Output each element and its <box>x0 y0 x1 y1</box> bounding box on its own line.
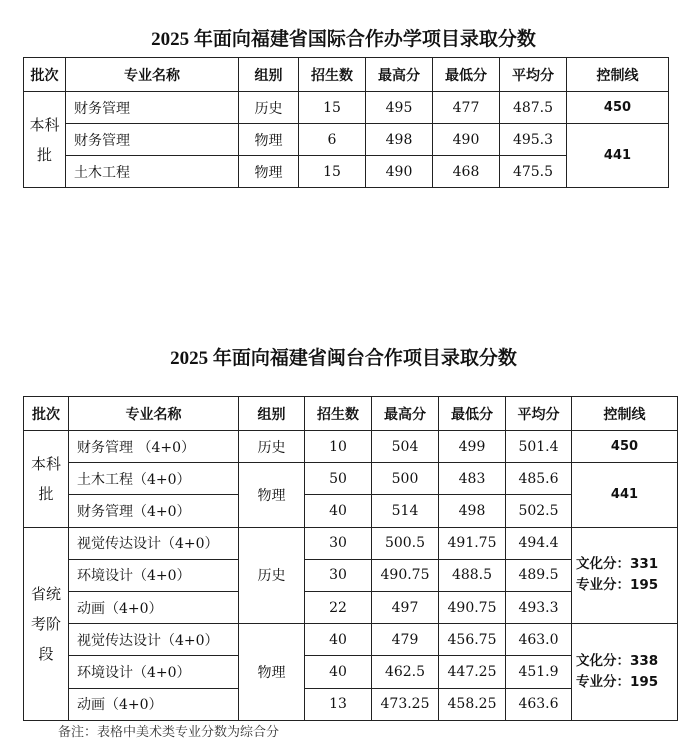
major-cell: 视觉传达设计（4+0） <box>69 527 239 559</box>
count-cell: 15 <box>299 92 366 124</box>
batch-cell: 本科批 <box>24 92 66 188</box>
group-cell: 物理 <box>239 156 299 188</box>
header-batch: 批次 <box>24 397 69 431</box>
max-cell: 490 <box>366 156 433 188</box>
culture-score: 文化分：331 <box>576 556 659 573</box>
avg-cell: 463.0 <box>506 624 572 656</box>
max-cell: 497 <box>372 591 439 623</box>
table-row <box>24 527 678 559</box>
group-cell: 物理 <box>239 463 305 527</box>
max-cell: 498 <box>366 124 433 156</box>
max-cell: 500.5 <box>372 527 439 559</box>
control-cell: 450 <box>567 92 669 124</box>
count-cell: 13 <box>305 688 372 720</box>
major-cell: 财务管理 <box>66 92 239 124</box>
footnote: 备注：表格中美术类专业分数为综合分 <box>58 725 280 740</box>
avg-cell: 475.5 <box>500 156 567 188</box>
table-row <box>24 124 669 156</box>
count-cell: 10 <box>305 431 372 463</box>
min-cell: 499 <box>439 431 506 463</box>
header-min: 最低分 <box>433 58 500 92</box>
header-control: 控制线 <box>567 58 669 92</box>
min-cell: 447.25 <box>439 656 506 688</box>
count-cell: 40 <box>305 624 372 656</box>
major-cell: 财务管理（4+0） <box>69 495 239 527</box>
avg-cell: 487.5 <box>500 92 567 124</box>
max-cell: 504 <box>372 431 439 463</box>
table-row <box>24 624 678 656</box>
control-cell: 450 <box>572 431 678 463</box>
international-admission-table <box>23 57 669 188</box>
max-cell: 473.25 <box>372 688 439 720</box>
min-cell: 483 <box>439 463 506 495</box>
header-major: 专业名称 <box>66 58 239 92</box>
count-cell: 40 <box>305 495 372 527</box>
table2-title: 2025 年面向福建省闽台合作项目录取分数 <box>170 348 517 369</box>
major-cell: 土木工程（4+0） <box>69 463 239 495</box>
max-cell: 462.5 <box>372 656 439 688</box>
header-count: 招生数 <box>305 397 372 431</box>
header-max: 最高分 <box>372 397 439 431</box>
min-cell: 456.75 <box>439 624 506 656</box>
group-cell: 历史 <box>239 431 305 463</box>
group-cell: 物理 <box>239 124 299 156</box>
table-row <box>24 431 678 463</box>
avg-cell: 501.4 <box>506 431 572 463</box>
count-cell: 50 <box>305 463 372 495</box>
major-cell: 财务管理 <box>66 124 239 156</box>
min-cell: 498 <box>439 495 506 527</box>
max-cell: 495 <box>366 92 433 124</box>
max-cell: 479 <box>372 624 439 656</box>
header-avg: 平均分 <box>506 397 572 431</box>
table-row <box>24 92 669 124</box>
major-cell: 动画（4+0） <box>69 591 239 623</box>
min-cell: 491.75 <box>439 527 506 559</box>
control-cell: 441 <box>572 463 678 527</box>
batch-cell: 省统考阶段 <box>24 527 69 720</box>
max-cell: 490.75 <box>372 559 439 591</box>
header-count: 招生数 <box>299 58 366 92</box>
major-cell: 动画（4+0） <box>69 688 239 720</box>
art-control-cell <box>572 624 678 721</box>
avg-cell: 489.5 <box>506 559 572 591</box>
group-cell: 历史 <box>239 527 305 624</box>
count-cell: 6 <box>299 124 366 156</box>
major-cell: 视觉传达设计（4+0） <box>69 624 239 656</box>
avg-cell: 485.6 <box>506 463 572 495</box>
major-score: 专业分：195 <box>576 673 659 690</box>
header-batch: 批次 <box>24 58 66 92</box>
group-cell: 物理 <box>239 624 305 721</box>
major-cell: 环境设计（4+0） <box>69 559 239 591</box>
major-cell: 土木工程 <box>66 156 239 188</box>
header-max: 最高分 <box>366 58 433 92</box>
table-row <box>24 463 678 495</box>
count-cell: 22 <box>305 591 372 623</box>
count-cell: 40 <box>305 656 372 688</box>
culture-score: 文化分：338 <box>576 652 659 669</box>
header-major: 专业名称 <box>69 397 239 431</box>
art-control-cell <box>572 527 678 624</box>
min-cell: 488.5 <box>439 559 506 591</box>
avg-cell: 493.3 <box>506 591 572 623</box>
header-group: 组别 <box>239 58 299 92</box>
major-cell: 财务管理 （4+0） <box>69 431 239 463</box>
avg-cell: 494.4 <box>506 527 572 559</box>
max-cell: 514 <box>372 495 439 527</box>
avg-cell: 495.3 <box>500 124 567 156</box>
minnan-taiwan-admission-table <box>23 396 678 721</box>
header-row <box>24 397 678 431</box>
header-control: 控制线 <box>572 397 678 431</box>
min-cell: 468 <box>433 156 500 188</box>
min-cell: 490 <box>433 124 500 156</box>
min-cell: 458.25 <box>439 688 506 720</box>
major-cell: 环境设计（4+0） <box>69 656 239 688</box>
avg-cell: 463.6 <box>506 688 572 720</box>
header-row <box>24 58 669 92</box>
group-cell: 历史 <box>239 92 299 124</box>
table1-title: 2025 年面向福建省国际合作办学项目录取分数 <box>151 29 536 50</box>
control-cell: 441 <box>567 124 669 188</box>
header-avg: 平均分 <box>500 58 567 92</box>
header-min: 最低分 <box>439 397 506 431</box>
count-cell: 30 <box>305 559 372 591</box>
count-cell: 15 <box>299 156 366 188</box>
batch-cell: 本科批 <box>24 431 69 528</box>
avg-cell: 451.9 <box>506 656 572 688</box>
avg-cell: 502.5 <box>506 495 572 527</box>
min-cell: 490.75 <box>439 591 506 623</box>
count-cell: 30 <box>305 527 372 559</box>
major-score: 专业分：195 <box>576 577 659 594</box>
min-cell: 477 <box>433 92 500 124</box>
max-cell: 500 <box>372 463 439 495</box>
header-group: 组别 <box>239 397 305 431</box>
